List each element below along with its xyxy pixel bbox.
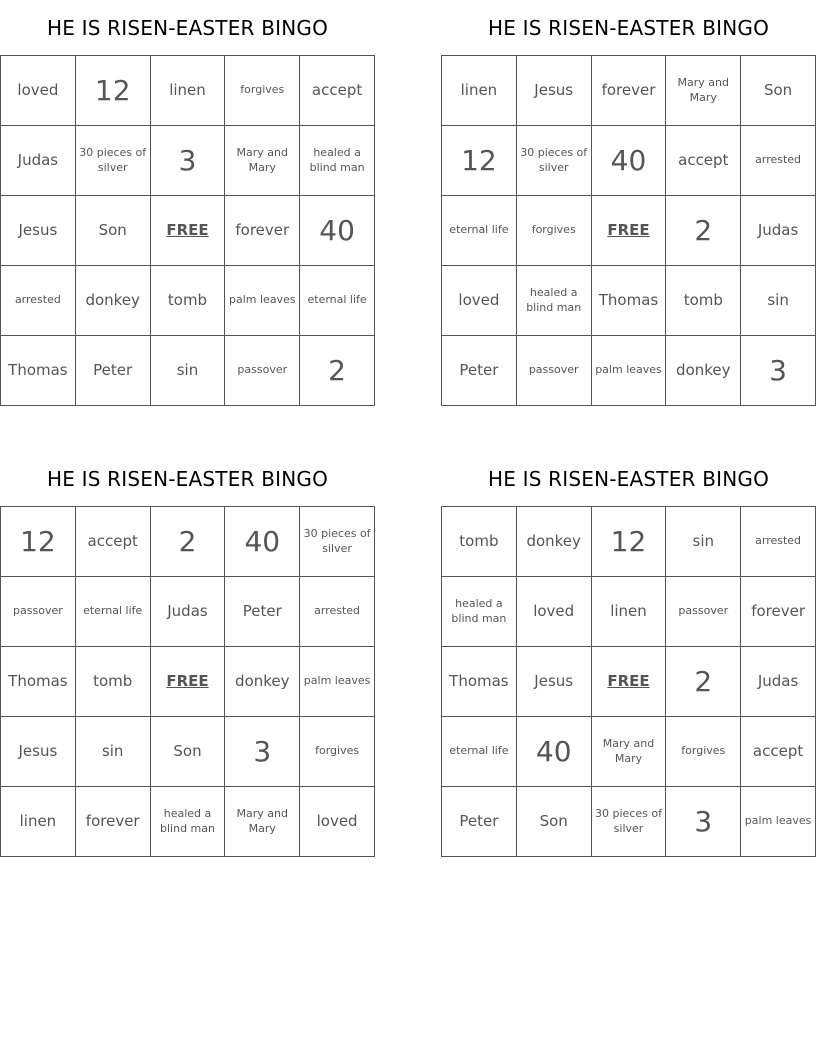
bingo-cell: Jesus [1,717,76,787]
bingo-cell: 30 pieces of silver [300,507,375,577]
bingo-cell: Thomas [1,336,76,406]
bingo-cell: 40 [517,717,592,787]
bingo-cell: 30 pieces of silver [517,126,592,196]
bingo-cell: passover [225,336,300,406]
bingo-cell: Jesus [517,56,592,126]
bingo-cell: 2 [300,336,375,406]
bingo-cell: Son [741,56,816,126]
bingo-cell: passover [1,577,76,647]
free-space-cell: FREE [151,647,226,717]
bingo-cell: loved [1,56,76,126]
bingo-cell: arrested [1,266,76,336]
bingo-cell: loved [442,266,517,336]
bingo-cell: Mary and Mary [592,717,667,787]
bingo-cell: Judas [151,577,226,647]
bingo-cell: healed a blind man [151,787,226,857]
bingo-cell: 12 [76,56,151,126]
bingo-cell: linen [1,787,76,857]
bingo-cell: forever [225,196,300,266]
bingo-cell: eternal life [442,717,517,787]
bingo-cell: 3 [151,126,226,196]
bingo-cell: 40 [300,196,375,266]
bingo-cell: tomb [76,647,151,717]
bingo-cell: 12 [1,507,76,577]
bingo-cell: palm leaves [300,647,375,717]
card-title: HE IS RISEN-EASTER BINGO [46,466,329,491]
bingo-cell: Judas [1,126,76,196]
bingo-cell: accept [666,126,741,196]
free-space-cell: FREE [592,647,667,717]
bingo-cell: healed a blind man [300,126,375,196]
bingo-cell: Son [76,196,151,266]
bingo-cell: Mary and Mary [225,126,300,196]
bingo-cell: palm leaves [741,787,816,857]
bingo-cell: donkey [76,266,151,336]
bingo-cell: healed a blind man [442,577,517,647]
bingo-cell: 30 pieces of silver [592,787,667,857]
bingo-cell: Son [517,787,592,857]
bingo-cell: Judas [741,196,816,266]
bingo-cell: sin [741,266,816,336]
bingo-cell: 12 [592,507,667,577]
card-title: HE IS RISEN-EASTER BINGO [487,466,770,491]
bingo-cell: 12 [442,126,517,196]
bingo-cell: passover [666,577,741,647]
bingo-cell: tomb [666,266,741,336]
bingo-cell: Peter [225,577,300,647]
free-space-cell: FREE [592,196,667,266]
bingo-cell: Mary and Mary [666,56,741,126]
bingo-cell: Thomas [442,647,517,717]
bingo-cell: Peter [76,336,151,406]
bingo-cell: forgives [517,196,592,266]
bingo-cell: arrested [741,126,816,196]
bingo-cell: palm leaves [592,336,667,406]
bingo-cell: Jesus [517,647,592,717]
bingo-cell: healed a blind man [517,266,592,336]
bingo-cell: forgives [225,56,300,126]
bingo-grid [441,55,816,406]
bingo-cell: 2 [151,507,226,577]
bingo-cell: tomb [151,266,226,336]
bingo-grid [0,55,375,406]
bingo-cell: Thomas [1,647,76,717]
bingo-cell: 2 [666,647,741,717]
bingo-cell: loved [300,787,375,857]
bingo-cell: sin [76,717,151,787]
bingo-cell: donkey [666,336,741,406]
bingo-cell: Thomas [592,266,667,336]
bingo-cell: forever [741,577,816,647]
bingo-cell: Judas [741,647,816,717]
bingo-cell: linen [442,56,517,126]
bingo-cell: eternal life [442,196,517,266]
bingo-cell: accept [76,507,151,577]
bingo-cell: Mary and Mary [225,787,300,857]
card-title: HE IS RISEN-EASTER BINGO [487,15,770,40]
bingo-cell: 40 [592,126,667,196]
bingo-cell: forgives [300,717,375,787]
bingo-cell: eternal life [76,577,151,647]
bingo-cell: accept [300,56,375,126]
bingo-cell: 40 [225,507,300,577]
bingo-cell: Son [151,717,226,787]
card-title: HE IS RISEN-EASTER BINGO [46,15,329,40]
bingo-cell: Jesus [1,196,76,266]
bingo-cell: 30 pieces of silver [76,126,151,196]
bingo-cell: Peter [442,336,517,406]
bingo-cell: forever [76,787,151,857]
bingo-cell: sin [151,336,226,406]
bingo-cell: linen [592,577,667,647]
bingo-cell: 2 [666,196,741,266]
bingo-cell: donkey [225,647,300,717]
bingo-cell: tomb [442,507,517,577]
bingo-cell: 3 [225,717,300,787]
bingo-grid [0,506,375,857]
bingo-cell: donkey [517,507,592,577]
bingo-cell: arrested [300,577,375,647]
bingo-cell: palm leaves [225,266,300,336]
bingo-cell: Peter [442,787,517,857]
bingo-cell: arrested [741,507,816,577]
bingo-cell: 3 [666,787,741,857]
bingo-cell: sin [666,507,741,577]
bingo-cell: passover [517,336,592,406]
bingo-cell: 3 [741,336,816,406]
bingo-cell: eternal life [300,266,375,336]
bingo-grid [441,506,816,857]
bingo-cell: forgives [666,717,741,787]
bingo-cell: linen [151,56,226,126]
bingo-cell: accept [741,717,816,787]
free-space-cell: FREE [151,196,226,266]
bingo-cell: loved [517,577,592,647]
bingo-cell: forever [592,56,667,126]
